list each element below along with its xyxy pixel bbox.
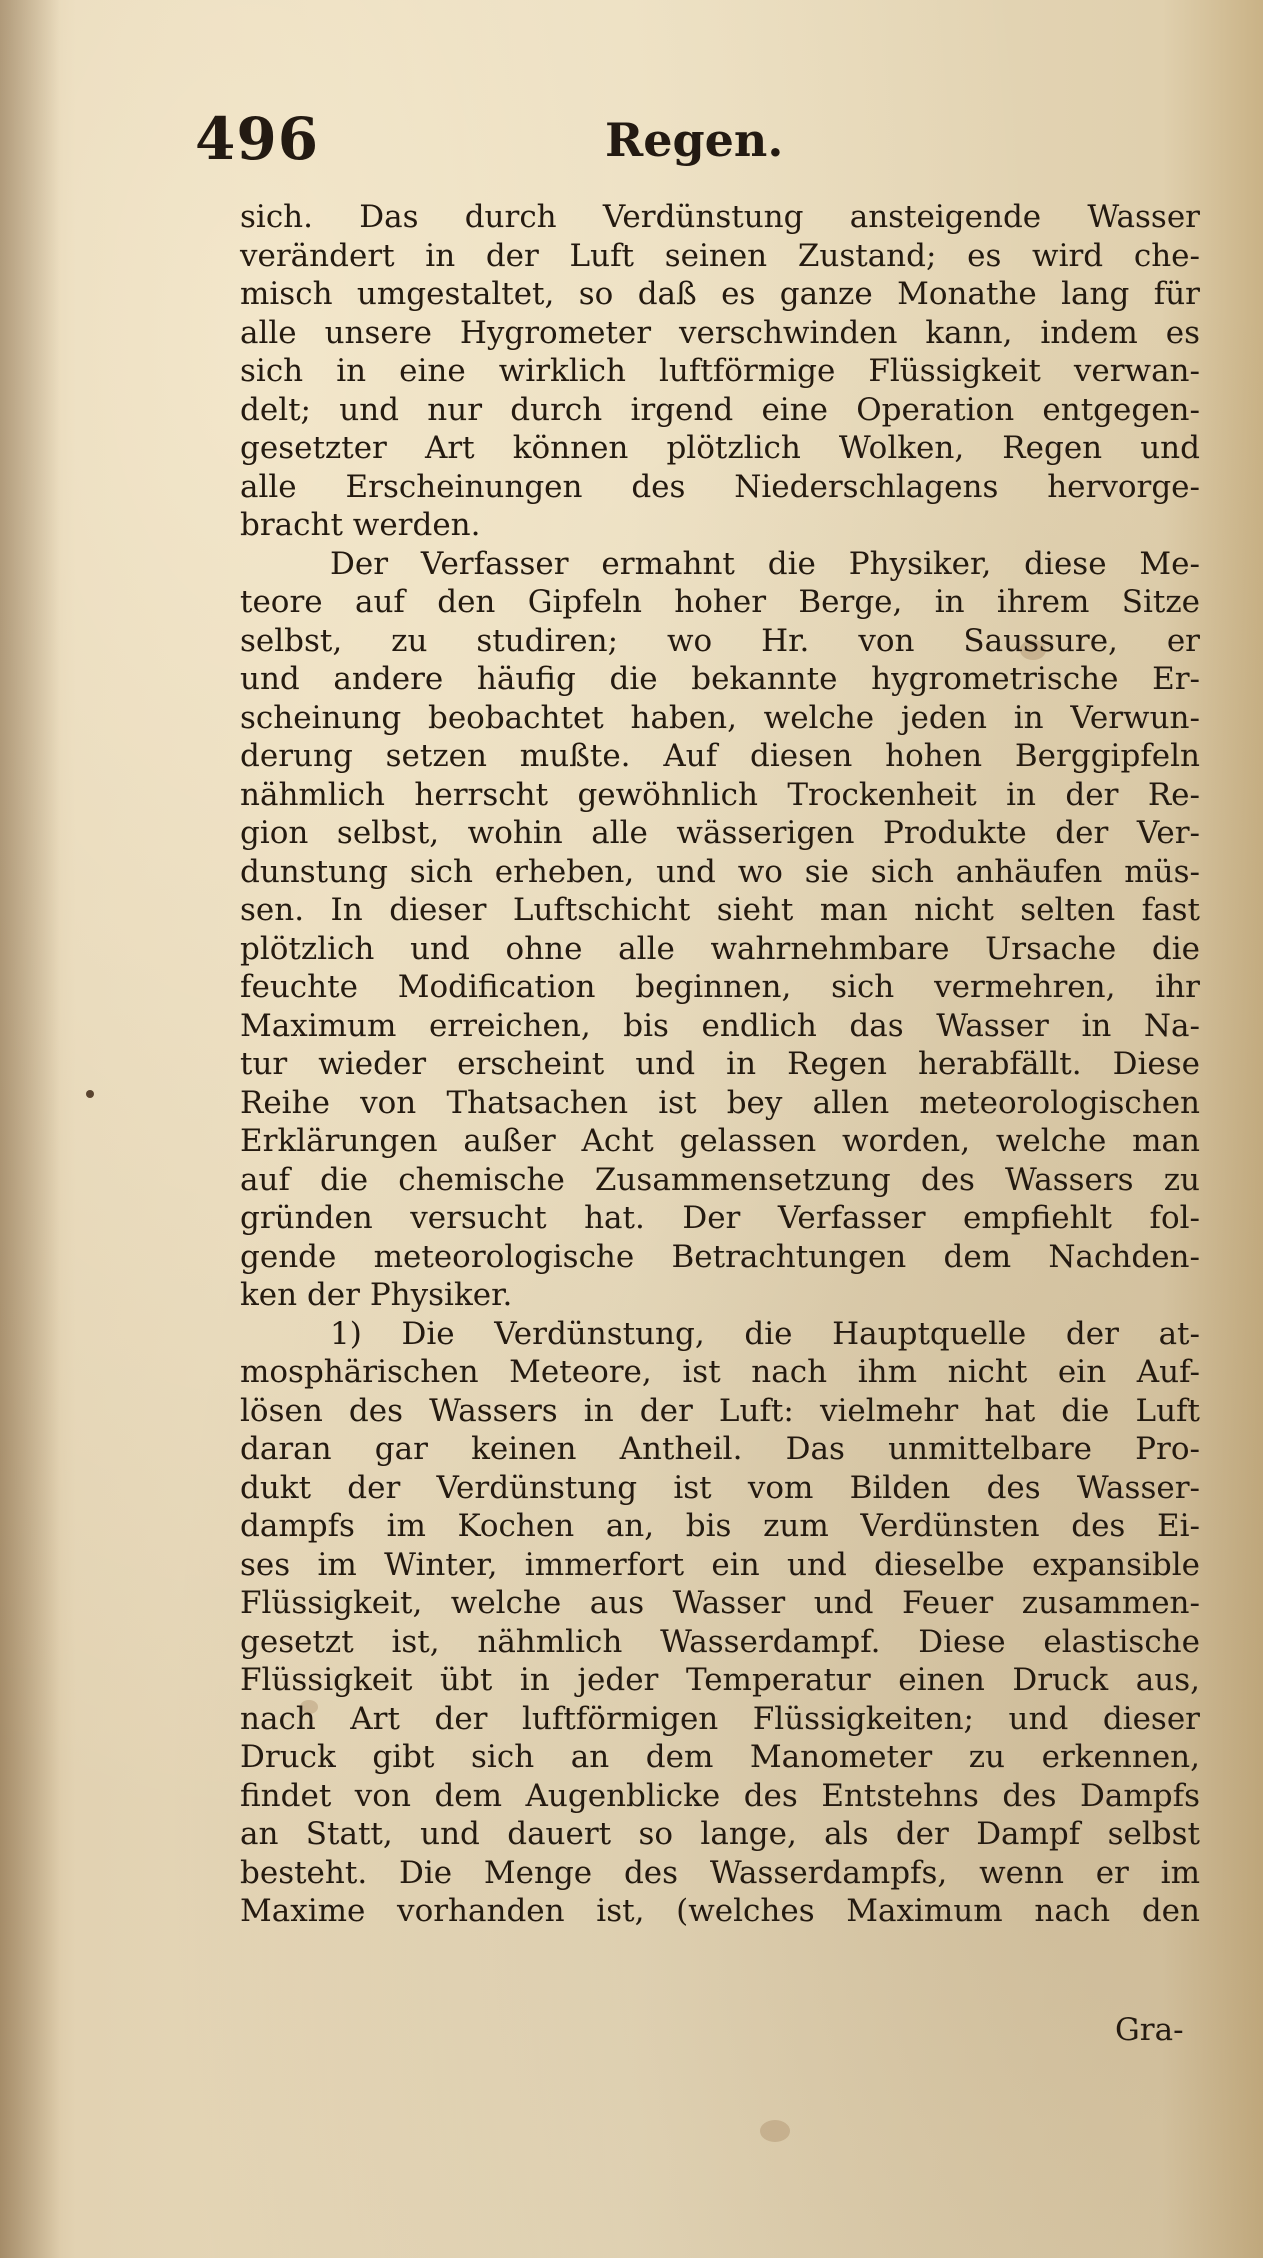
paragraph-start-line: Der Verfasser ermahnt die Physiker, diese Me- [330, 545, 1200, 582]
text-line: besteht. Die Menge des Wasserdampfs, wenn er im [240, 1854, 1200, 1891]
text-line: bracht werden. [240, 507, 481, 543]
text-line: selbst, zu studiren; wo Hr. von Saussure, er [240, 622, 1200, 659]
text-line: Maxime vorhanden ist, (welches Maximum nach den [240, 1893, 1200, 1929]
text-line: dampfs im Kochen an, bis zum Verdünsten des Ei- [240, 1508, 1200, 1544]
page-gutter-shadow [0, 0, 60, 2258]
text-line: delt; und nur durch irgend eine Operation entgegen- [240, 391, 1200, 428]
text-line: ken der Physiker. [240, 1277, 513, 1313]
text-line: alle unsere Hygrometer verschwinden kann, indem es [240, 314, 1200, 351]
text-line: an Statt, und dauert so lange, als der Dampf selbst [240, 1816, 1200, 1852]
text-line: alle Erscheinungen des Niederschlagens hervorge- [240, 468, 1200, 505]
paragraph-start-line: 1) Die Verdünstung, die Hauptquelle der at- [330, 1315, 1200, 1352]
running-head: Regen. [605, 113, 784, 167]
text-line: feuchte Modification beginnen, sich vermehren, ihr [240, 969, 1200, 1005]
text-line: tur wieder erscheint und in Regen herabfällt. Diese [240, 1046, 1200, 1082]
text-line: nach Art der luftförmigen Flüssigkeiten; und dieser [240, 1700, 1200, 1737]
text-line: Flüssigkeit, welche aus Wasser und Feuer zusammen- [240, 1585, 1200, 1621]
paper-stain [760, 2120, 790, 2142]
text-line: auf die chemische Zusammensetzung des Wassers zu [240, 1161, 1200, 1198]
text-line: misch umgestaltet, so daß es ganze Monathe lang für [240, 276, 1200, 312]
text-line: gesetzt ist, nähmlich Wasserdampf. Diese elastische [240, 1623, 1200, 1660]
text-line: daran gar keinen Antheil. Das unmittelbare Pro- [240, 1431, 1200, 1467]
text-line: ses im Winter, immerfort ein und dieselbe expansible [240, 1546, 1200, 1583]
text-line: plötzlich und ohne alle wahrnehmbare Ursache die [240, 930, 1200, 967]
text-line: Maximum erreichen, bis endlich das Wasser in Na- [240, 1007, 1200, 1044]
text-line: gion selbst, wohin alle wässerigen Produkte der Ver- [240, 815, 1200, 851]
text-line: scheinung beobachtet haben, welche jeden in Verwun- [240, 699, 1200, 736]
text-line: sen. In dieser Luftschicht sieht man nicht selten fast [240, 892, 1200, 928]
text-line: gende meteorologische Betrachtungen dem Nachden- [240, 1238, 1200, 1275]
text-line: mosphärischen Meteore, ist nach ihm nicht ein Auf- [240, 1354, 1200, 1390]
text-line: gesetzter Art können plötzlich Wolken, Regen und [240, 430, 1200, 466]
ink-spot [86, 1090, 94, 1098]
text-line: nähmlich herrscht gewöhnlich Trockenheit in der Re- [240, 776, 1200, 813]
text-line: dukt der Verdünstung ist vom Bilden des Wasser- [240, 1469, 1200, 1506]
page-header [195, 105, 1180, 185]
text-line: sich. Das durch Verdünstung ansteigende Wasser [240, 199, 1200, 235]
text-line: lösen des Wassers in der Luft: vielmehr hat die Luft [240, 1392, 1200, 1429]
text-line: Flüssigkeit übt in jeder Temperatur einen Druck aus, [240, 1662, 1200, 1698]
text-line: gründen versucht hat. Der Verfasser empfiehlt fol- [240, 1200, 1200, 1236]
text-line: findet von dem Augenblicke des Entstehns des Dampfs [240, 1777, 1200, 1814]
catchword: Gra- [1115, 2012, 1184, 2048]
text-line: dunstung sich erheben, und wo sie sich anhäufen müs- [240, 853, 1200, 890]
text-line: Erklärungen außer Acht gelassen worden, welche man [240, 1123, 1200, 1159]
body-text [240, 198, 1200, 1931]
page-number: 496 [195, 105, 320, 173]
text-line: derung setzen mußte. Auf diesen hohen Berggipfeln [240, 738, 1200, 774]
text-line: verändert in der Luft seinen Zustand; es wird che- [240, 237, 1200, 274]
text-line: und andere häufig die bekannte hygrometrische Er- [240, 661, 1200, 697]
text-line: Reihe von Thatsachen ist bey allen meteorologischen [240, 1084, 1200, 1121]
text-line: Druck gibt sich an dem Manometer zu erkennen, [240, 1739, 1200, 1775]
text-line: sich in eine wirklich luftförmige Flüssigkeit verwan- [240, 353, 1200, 389]
text-line: teore auf den Gipfeln hoher Berge, in ihrem Sitze [240, 584, 1200, 620]
